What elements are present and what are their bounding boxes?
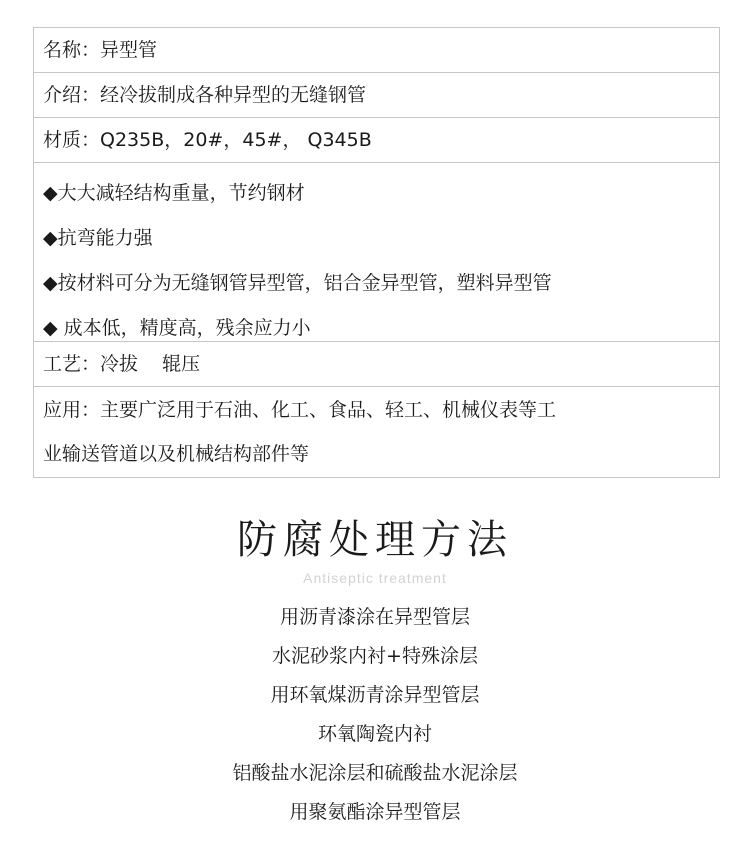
anticorrosion-subtitle: Antiseptic treatment	[303, 570, 447, 586]
application-line: 应用：主要广泛用于石油、化工、食品、轻工、机械仪表等工	[43, 399, 557, 421]
method-item: 用沥青漆涂在异型管层	[279, 606, 470, 628]
method-item: 铝酸盐水泥涂层和硫酸盐水泥涂层	[232, 762, 518, 784]
method-list	[0, 596, 750, 830]
spec-row-application	[34, 387, 719, 477]
spec-process-text: 工艺：冷拔 辊压	[43, 353, 201, 375]
feature-item: ◆大大减轻结构重量，节约钢材	[43, 181, 305, 204]
feature-item: ◆按材料可分为无缝钢管异型管，铝合金异型管，塑料异型管	[43, 271, 552, 294]
spec-row-name	[34, 28, 719, 73]
spec-row-features	[34, 163, 719, 342]
method-item: 用聚氨酯涂异型管层	[289, 801, 461, 823]
method-item: 水泥砂浆内衬+特殊涂层	[272, 645, 478, 667]
spec-row-process	[34, 342, 719, 387]
spec-table	[33, 27, 720, 478]
spec-name-text: 名称：异型管	[43, 39, 158, 61]
application-line: 业输送管道以及机械结构部件等	[43, 443, 310, 465]
spec-intro-text: 介绍：经冷拔制成各种异型的无缝钢管	[43, 84, 367, 106]
spec-row-intro	[34, 73, 719, 118]
anticorrosion-title: 防腐处理方法	[237, 517, 513, 563]
spec-material-text: 材质：Q235B，20#，45#， Q345B	[43, 129, 372, 151]
method-item: 环氧陶瓷内衬	[317, 723, 432, 745]
feature-item: ◆抗弯能力强	[43, 226, 153, 249]
spec-row-material	[34, 118, 719, 163]
method-item: 用环氧煤沥青涂异型管层	[270, 684, 480, 706]
feature-item: ◆ 成本低，精度高，残余应力小	[43, 316, 311, 339]
